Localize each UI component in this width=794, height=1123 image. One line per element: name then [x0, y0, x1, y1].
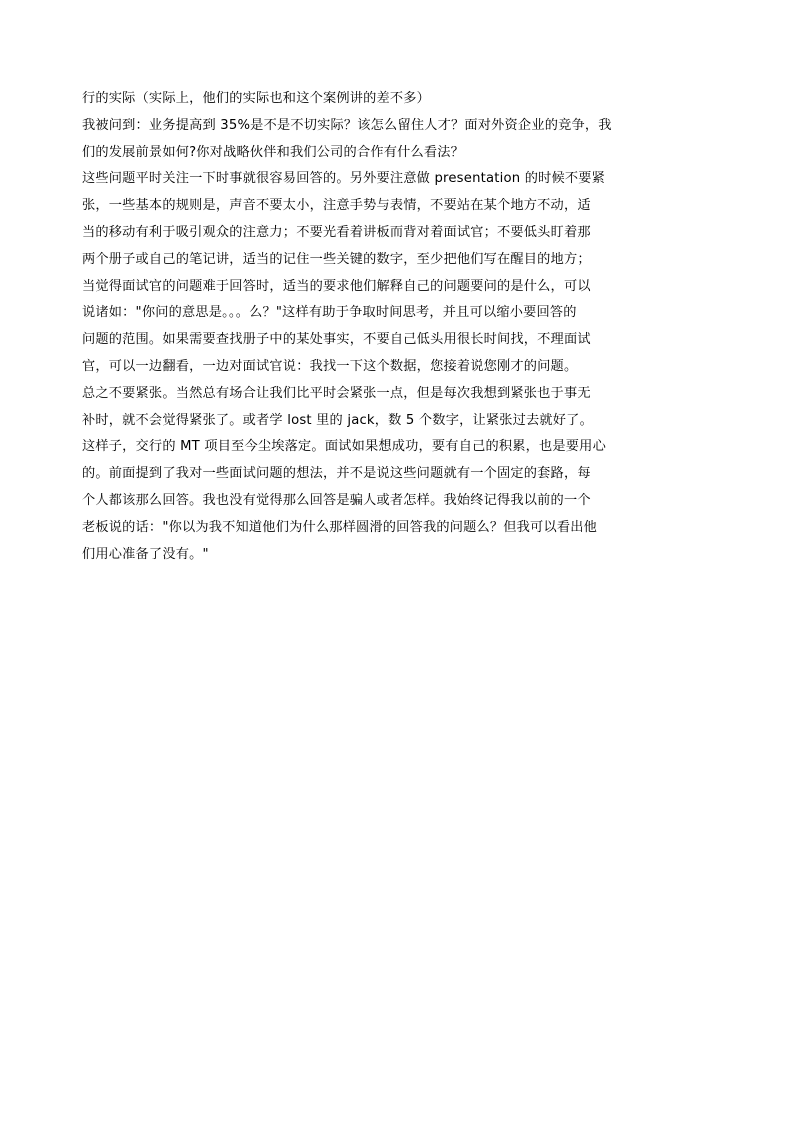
body-text: [82, 86, 642, 568]
text-line-15: 的。前面提到了我对一些面试问题的想法，并不是说这些问题就有一个固定的套路，每: [82, 466, 591, 482]
text-line-14: 这样子，交行的 MT 项目至今尘埃落定。面试如果想成功，要有自己的积累，也是要用心: [82, 439, 606, 455]
text-line-11: 官，可以一边翻看，一边对面试官说：我找一下这个数据，您接着说您刚才的问题。: [82, 358, 578, 374]
text-line-10: 问题的范围。如果需要查找册子中的某处事实，不要自己低头用很长时间找，不理面试: [82, 332, 591, 348]
text-line-8: 当觉得面试官的问题难于回答时，适当的要求他们解释自己的问题要问的是什么，可以: [82, 278, 591, 294]
text-line-2: 我被问到：业务提高到 35%是不是不切实际？该怎么留住人才？面对外资企业的竞争，我: [82, 117, 612, 133]
text-line-1: 行的实际（实际上，他们的实际也和这个案例讲的差不多）: [82, 91, 431, 106]
text-line-17: 老板说的话："你以为我不知道他们为什么那样圆滑的回答我的问题么？但我可以看出他: [82, 519, 597, 535]
text-line-12: 总之不要紧张。当然总有场合让我们比平时会紧张一点，但是每次我想到紧张也于事无: [82, 385, 591, 401]
text-line-18: 们用心准备了没有。": [82, 546, 209, 562]
text-line-4: 这些问题平时关注一下时事就很容易回答的。另外要注意做 presentation 的时候不要紧: [82, 171, 606, 187]
text-line-6: 当的移动有利于吸引观众的注意力；不要光看着讲板而背对着面试官；不要低头盯着那: [82, 224, 591, 240]
text-line-5: 张，一些基本的规则是，声音不要太小，注意手势与表情，不要站在某个地方不动，适: [82, 198, 591, 214]
text-line-9: 说诸如："你问的意思是。。。么？"这样有助于争取时间思考，并且可以缩小要回答的: [82, 305, 577, 321]
text-line-13: 补时，就不会觉得紧张了。或者学 lost 里的 jack，数 5 个数字，让紧张过去就好了。: [82, 412, 593, 428]
text-line-16: 个人都该那么回答。我也没有觉得那么回答是骗人或者怎样。我始终记得我以前的一个: [82, 492, 591, 508]
text-line-7: 两个册子或自己的笔记讲，适当的记住一些关键的数字，至少把他们写在醒目的地方；: [82, 251, 591, 267]
text-line-3: 们的发展前景如何?你对战略伙伴和我们公司的合作有什么看法？: [82, 144, 465, 160]
